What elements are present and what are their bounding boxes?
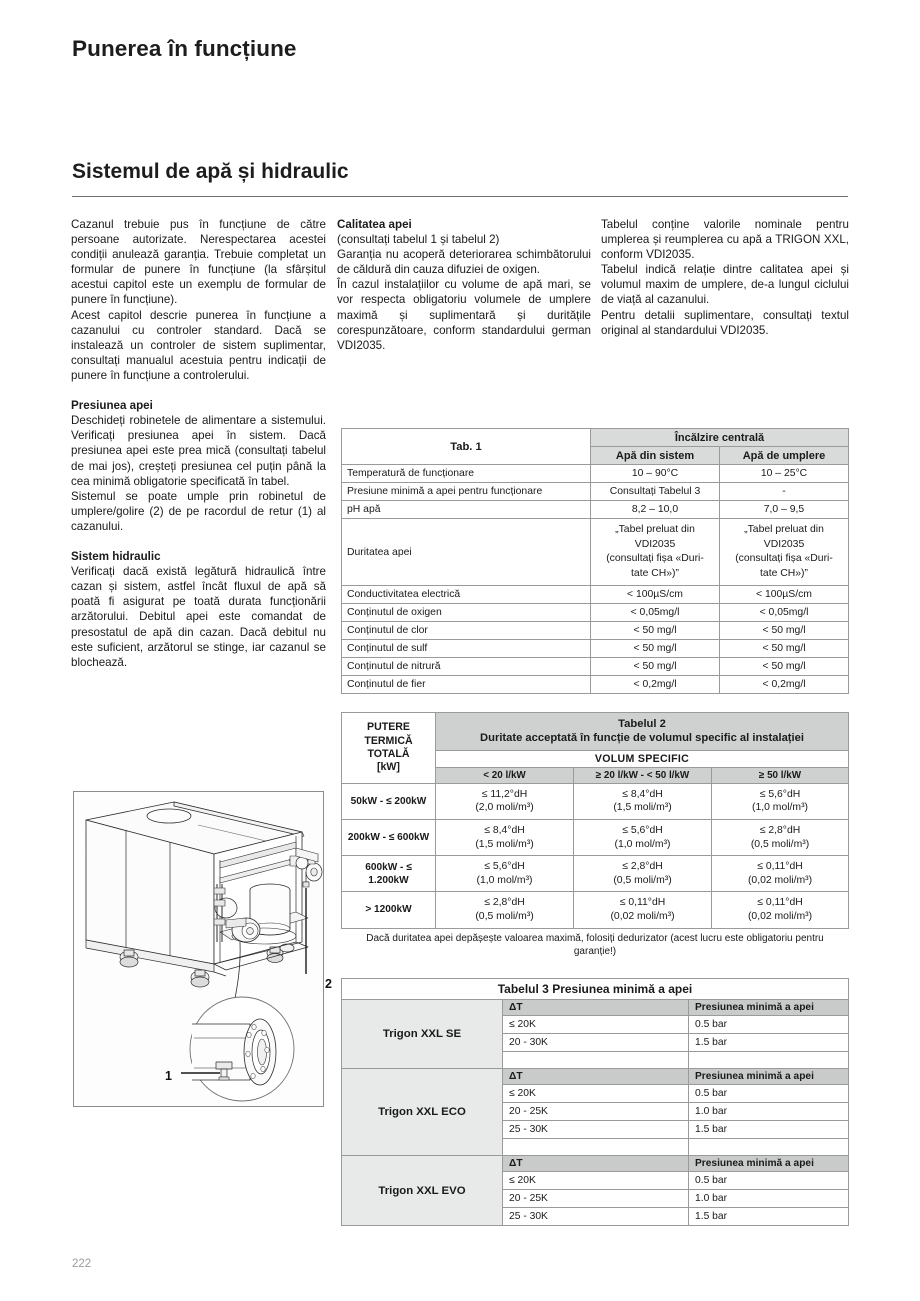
- table2-colheader-1: < 20 l/kW: [436, 767, 574, 783]
- col-header-dt: ΔT: [503, 1000, 689, 1016]
- pressure-value: 1.0 bar: [689, 1190, 849, 1208]
- table-row: [342, 676, 849, 694]
- dh-value: ≤ 0,11°dH: [619, 897, 666, 909]
- col-header-pressure: Presiunea minimă a apei: [689, 1000, 849, 1016]
- table2-title: [436, 713, 849, 751]
- table2-note: Dacă duritatea apei depășește valoarea maximă, folosiți dedurizator (acest lucru este obligatoriu pentru garanție!): [366, 932, 824, 957]
- row-value: 8,2 – 10,0: [591, 501, 720, 519]
- row-value: 10 – 25°C: [720, 465, 849, 483]
- spacer: [71, 534, 326, 549]
- paragraph: (consultați tabelul 1 și tabelul 2): [337, 233, 500, 247]
- pressure-value: 0.5 bar: [689, 1085, 849, 1103]
- empty-cell: [689, 1139, 849, 1156]
- hardness-cell: [436, 856, 574, 892]
- hardness-cell: [712, 783, 849, 819]
- table-row: [342, 483, 849, 501]
- paragraph: Deschideți robinetele de alimentare a sistemului. Verificați presiunea apei în sistem. Dacă presiunea apei este prea mică (consultați tabelul de mai jos), creșteți presiunea cel puțin până la cea minimă obligatorie specificată în tabel.: [71, 414, 326, 488]
- line: VDI2035: [634, 538, 676, 550]
- hardness-cell: [574, 820, 712, 856]
- subheading-water-quality: Calitatea apei: [337, 218, 412, 231]
- table-row: [342, 928, 849, 961]
- table2-colheader-3: ≥ 50 l/kW: [712, 767, 849, 783]
- table-row: [342, 1069, 849, 1085]
- row-value: < 50 mg/l: [591, 640, 720, 658]
- paragraph: În cazul instalațiilor cu volume de apă mari, se vor respecta obligatoriu volumele de umplere maximă și suplimentară și duritățile corespunzătoare, conform standardului german VDI2035.: [337, 278, 591, 352]
- line: [kW]: [377, 761, 400, 774]
- dh-value: ≤ 5,6°dH: [622, 825, 663, 836]
- row-value-hardness-fill: [720, 519, 849, 586]
- mol-value: (1,0 mol/m³): [752, 802, 808, 814]
- table-row: [342, 519, 849, 586]
- row-value: < 0,2mg/l: [720, 676, 849, 694]
- hardness-cell: [712, 856, 849, 892]
- table-row: [342, 622, 849, 640]
- line: „Tabel preluat din: [615, 524, 695, 535]
- paragraph: Pentru detalii suplimentare, consultați textul original al standardului VDI2035.: [601, 308, 849, 337]
- col-header-dt: ΔT: [503, 1069, 689, 1085]
- power-range: 200kW - ≤ 600kW: [342, 820, 436, 856]
- row-value: < 50 mg/l: [591, 658, 720, 676]
- hardness-cell: [712, 820, 849, 856]
- page-number: 222: [72, 1258, 92, 1270]
- dt-value: 25 - 30K: [503, 1208, 689, 1226]
- line: 1.200kW: [368, 874, 409, 886]
- dt-value: 20 - 25K: [503, 1103, 689, 1121]
- table-row: [342, 856, 849, 892]
- power-range: [342, 856, 436, 892]
- model-label-se: Trigon XXL SE: [342, 1000, 503, 1069]
- dt-value: ≤ 20K: [503, 1172, 689, 1190]
- hardness-cell: [574, 856, 712, 892]
- row-label: Conținutul de nitrură: [342, 658, 591, 676]
- line: TERMICĂ: [364, 734, 413, 747]
- row-value: < 0,2mg/l: [591, 676, 720, 694]
- table-row: [342, 979, 849, 1000]
- table-row: [342, 1000, 849, 1016]
- table-3-min-water-pressure: [341, 978, 849, 1226]
- table2-volume-header: VOLUM SPECIFIC: [436, 750, 849, 767]
- hardness-cell: [712, 892, 849, 928]
- pressure-value: 1.5 bar: [689, 1121, 849, 1139]
- dh-value: ≤ 2,8°dH: [759, 825, 801, 836]
- line: TOTALĂ: [367, 747, 410, 760]
- table-row: [342, 640, 849, 658]
- row-value: 10 – 90°C: [591, 465, 720, 483]
- row-value: < 0,05mg/l: [591, 604, 720, 622]
- mol-value: (0,5 moli/m³): [750, 838, 810, 850]
- pressure-value: 0.5 bar: [689, 1016, 849, 1034]
- line: tate CH»)”: [631, 567, 679, 579]
- boiler-illustration: [73, 791, 324, 1107]
- paragraph: Tabelul conține valorile nominale pentru umplerea și reumplerea cu apă a TRIGON XXL, conform VDI2035.: [601, 218, 849, 262]
- page-title: Punerea în funcțiune: [72, 36, 297, 61]
- power-range: > 1200kW: [342, 892, 436, 928]
- empty-cell: [503, 1139, 689, 1156]
- text-column-1: [71, 217, 326, 670]
- mol-value: (0,02 moli/m³): [610, 910, 675, 922]
- table1-subheader-fill-water: Apă de umplere: [720, 447, 849, 465]
- section-divider: [72, 196, 848, 197]
- hardness-cell: [436, 820, 574, 856]
- row-label: Conținutul de clor: [342, 622, 591, 640]
- subheading-hydraulic-system: Sistem hidraulic: [71, 550, 161, 564]
- hardness-cell: [436, 783, 574, 819]
- table-row: [342, 604, 849, 622]
- paragraph: Acest capitol descrie punerea în funcțiune a cazanului cu controler standard. Dacă se instalează un controler de sistem suplimentar, consultați manualul acestuia pentru indicații de punere în funcțiune a controlerului.: [71, 308, 326, 382]
- dh-value: ≤ 2,8°dH: [484, 897, 525, 909]
- col-header-pressure: Presiunea minimă a apei: [689, 1156, 849, 1172]
- row-label: Conținutul de sulf: [342, 640, 591, 658]
- row-label: Duritatea apei: [342, 519, 591, 586]
- dt-value: 20 - 25K: [503, 1190, 689, 1208]
- spacer: [71, 383, 326, 398]
- dh-value: ≤ 8,4°dH: [484, 825, 525, 836]
- text-column-3: [601, 217, 849, 338]
- dt-value: 20 - 30K: [503, 1034, 689, 1052]
- row-value-hardness-system: [591, 519, 720, 586]
- hardness-cell: [436, 892, 574, 928]
- mol-value: (0,5 moli/m³): [475, 910, 534, 922]
- table-row: [342, 820, 849, 856]
- figure-callout-2: 2: [325, 977, 332, 991]
- table2-rowhead-thermal-power: [342, 713, 436, 784]
- table-row: [342, 892, 849, 928]
- line: PUTERE: [367, 721, 410, 734]
- dt-value: 25 - 30K: [503, 1121, 689, 1139]
- mol-value: (1,0 mol/m³): [614, 838, 671, 850]
- table-2-hardness: [341, 712, 849, 961]
- empty-cell: [503, 1052, 689, 1069]
- pressure-value: 1.5 bar: [689, 1208, 849, 1226]
- dh-value: ≤ 11,2°dH: [481, 788, 528, 800]
- pressure-value: 1.5 bar: [689, 1034, 849, 1052]
- row-value: -: [720, 483, 849, 501]
- table-row: [342, 658, 849, 676]
- row-value: 7,0 – 9,5: [720, 501, 849, 519]
- model-label-eco: Trigon XXL ECO: [342, 1069, 503, 1156]
- dh-value: ≤ 5,6°dH: [759, 788, 801, 800]
- line: Tabelul 2: [618, 718, 666, 730]
- dh-value: ≤ 5,6°dH: [484, 861, 525, 873]
- line: (consultați fișa «Duri-: [735, 553, 833, 565]
- empty-cell: [689, 1052, 849, 1069]
- mol-value: (2,0 moli/m³): [475, 802, 534, 814]
- hardness-cell: [574, 892, 712, 928]
- row-label: pH apă: [342, 501, 591, 519]
- table1-subheader-system-water: Apă din sistem: [591, 447, 720, 465]
- col-header-pressure: Presiunea minimă a apei: [689, 1069, 849, 1085]
- table-row: [342, 501, 849, 519]
- table-row: [342, 586, 849, 604]
- model-label-evo: Trigon XXL EVO: [342, 1156, 503, 1226]
- dh-value: ≤ 0,11°dH: [757, 897, 803, 909]
- figure-callout-1: 1: [165, 1069, 172, 1083]
- row-label: Conținutul de oxigen: [342, 604, 591, 622]
- row-label: Conductivitatea electrică: [342, 586, 591, 604]
- table-row: [342, 1156, 849, 1172]
- row-value: < 0,05mg/l: [720, 604, 849, 622]
- row-label: Temperatură de funcționare: [342, 465, 591, 483]
- paragraph: Tabelul indică relație dintre calitatea apei și volumul maxim de umplere, de-a lungul ciclului de viață al cazanului.: [601, 263, 849, 307]
- line: 600kW - ≤: [365, 861, 412, 873]
- line: Duritate acceptată în funcție de volumul specific al instalației: [480, 732, 804, 745]
- row-value: < 50 mg/l: [720, 622, 849, 640]
- pressure-value: 1.0 bar: [689, 1103, 849, 1121]
- table-1-water-quality: [341, 428, 849, 694]
- line: „Tabel preluat din: [744, 524, 824, 535]
- mol-value: (0,02 moli/m³): [747, 910, 813, 922]
- table-row: [342, 783, 849, 819]
- pressure-value: 0.5 bar: [689, 1172, 849, 1190]
- table1-group-header: Încălzire centrală: [591, 429, 849, 447]
- table2-colheader-2: ≥ 20 l/kW - < 50 l/kW: [574, 767, 712, 783]
- row-label: Conținutul de fier: [342, 676, 591, 694]
- power-range: 50kW - ≤ 200kW: [342, 783, 436, 819]
- paragraph: Verificați dacă există legătură hidraulică între cazan și sistem, astfel încât fluxul de apă să poată fi asigurat pe toată durata funcționării arzătorului. Debitul apei este comandat de presostatul de apă din cazan. Dacă debitul nu este suficient, arzătorul se stinge, iar cazanul se blochează.: [71, 565, 326, 669]
- row-value: Consultați Tabelul 3: [591, 483, 720, 501]
- dt-value: ≤ 20K: [503, 1016, 689, 1034]
- paragraph: Sistemul se poate umple prin robinetul de umplere/golire (2) de pe racordul de retur (1) al cazanului.: [71, 489, 326, 533]
- dh-value: ≤ 0,11°dH: [757, 861, 803, 873]
- mol-value: (0,02 moli/m³): [747, 874, 813, 886]
- table-row: [342, 465, 849, 483]
- table-row: [342, 713, 849, 751]
- line: tate CH»)”: [760, 567, 808, 579]
- row-label: Presiune minimă a apei pentru funcționare: [342, 483, 591, 501]
- table1-title: Tab. 1: [342, 429, 591, 465]
- text-column-2: [337, 217, 591, 353]
- dh-value: ≤ 8,4°dH: [622, 788, 663, 800]
- dt-value: ≤ 20K: [503, 1085, 689, 1103]
- row-value: < 100µS/cm: [720, 586, 849, 604]
- row-value: < 50 mg/l: [591, 622, 720, 640]
- table3-title: Tabelul 3 Presiunea minimă a apei: [342, 979, 849, 1000]
- mol-value: (0,5 moli/m³): [613, 874, 672, 886]
- hardness-cell: [574, 783, 712, 819]
- dh-value: ≤ 2,8°dH: [622, 861, 663, 873]
- line: VDI2035: [763, 538, 805, 550]
- mol-value: (1,5 moli/m³): [475, 838, 534, 850]
- subheading-water-pressure: Presiunea apei: [71, 399, 153, 413]
- section-title: Sistemul de apă și hidraulic: [72, 160, 349, 183]
- row-value: < 50 mg/l: [720, 640, 849, 658]
- line: (consultați fișa «Duri-: [606, 553, 704, 565]
- col-header-dt: ΔT: [503, 1156, 689, 1172]
- paragraph: Garanția nu acoperă deteriorarea schimbătorului de căldură din cauza difuziei de oxigen.: [337, 248, 591, 277]
- row-value: < 50 mg/l: [720, 658, 849, 676]
- paragraph: Cazanul trebuie pus în funcțiune de către persoane autorizate. Nerespectarea acestei condiții anulează garanția. Trebuie completat un formular de punere în funcțiune (la sfârșitul acestui capitol este un exemplu de formular de punere în funcțiune).: [71, 218, 326, 307]
- row-value: < 100µS/cm: [591, 586, 720, 604]
- boiler-line-drawing-svg: [74, 792, 323, 1106]
- mol-value: (1,0 mol/m³): [476, 874, 533, 886]
- table-row: [342, 429, 849, 447]
- mol-value: (1,5 moli/m³): [613, 802, 672, 814]
